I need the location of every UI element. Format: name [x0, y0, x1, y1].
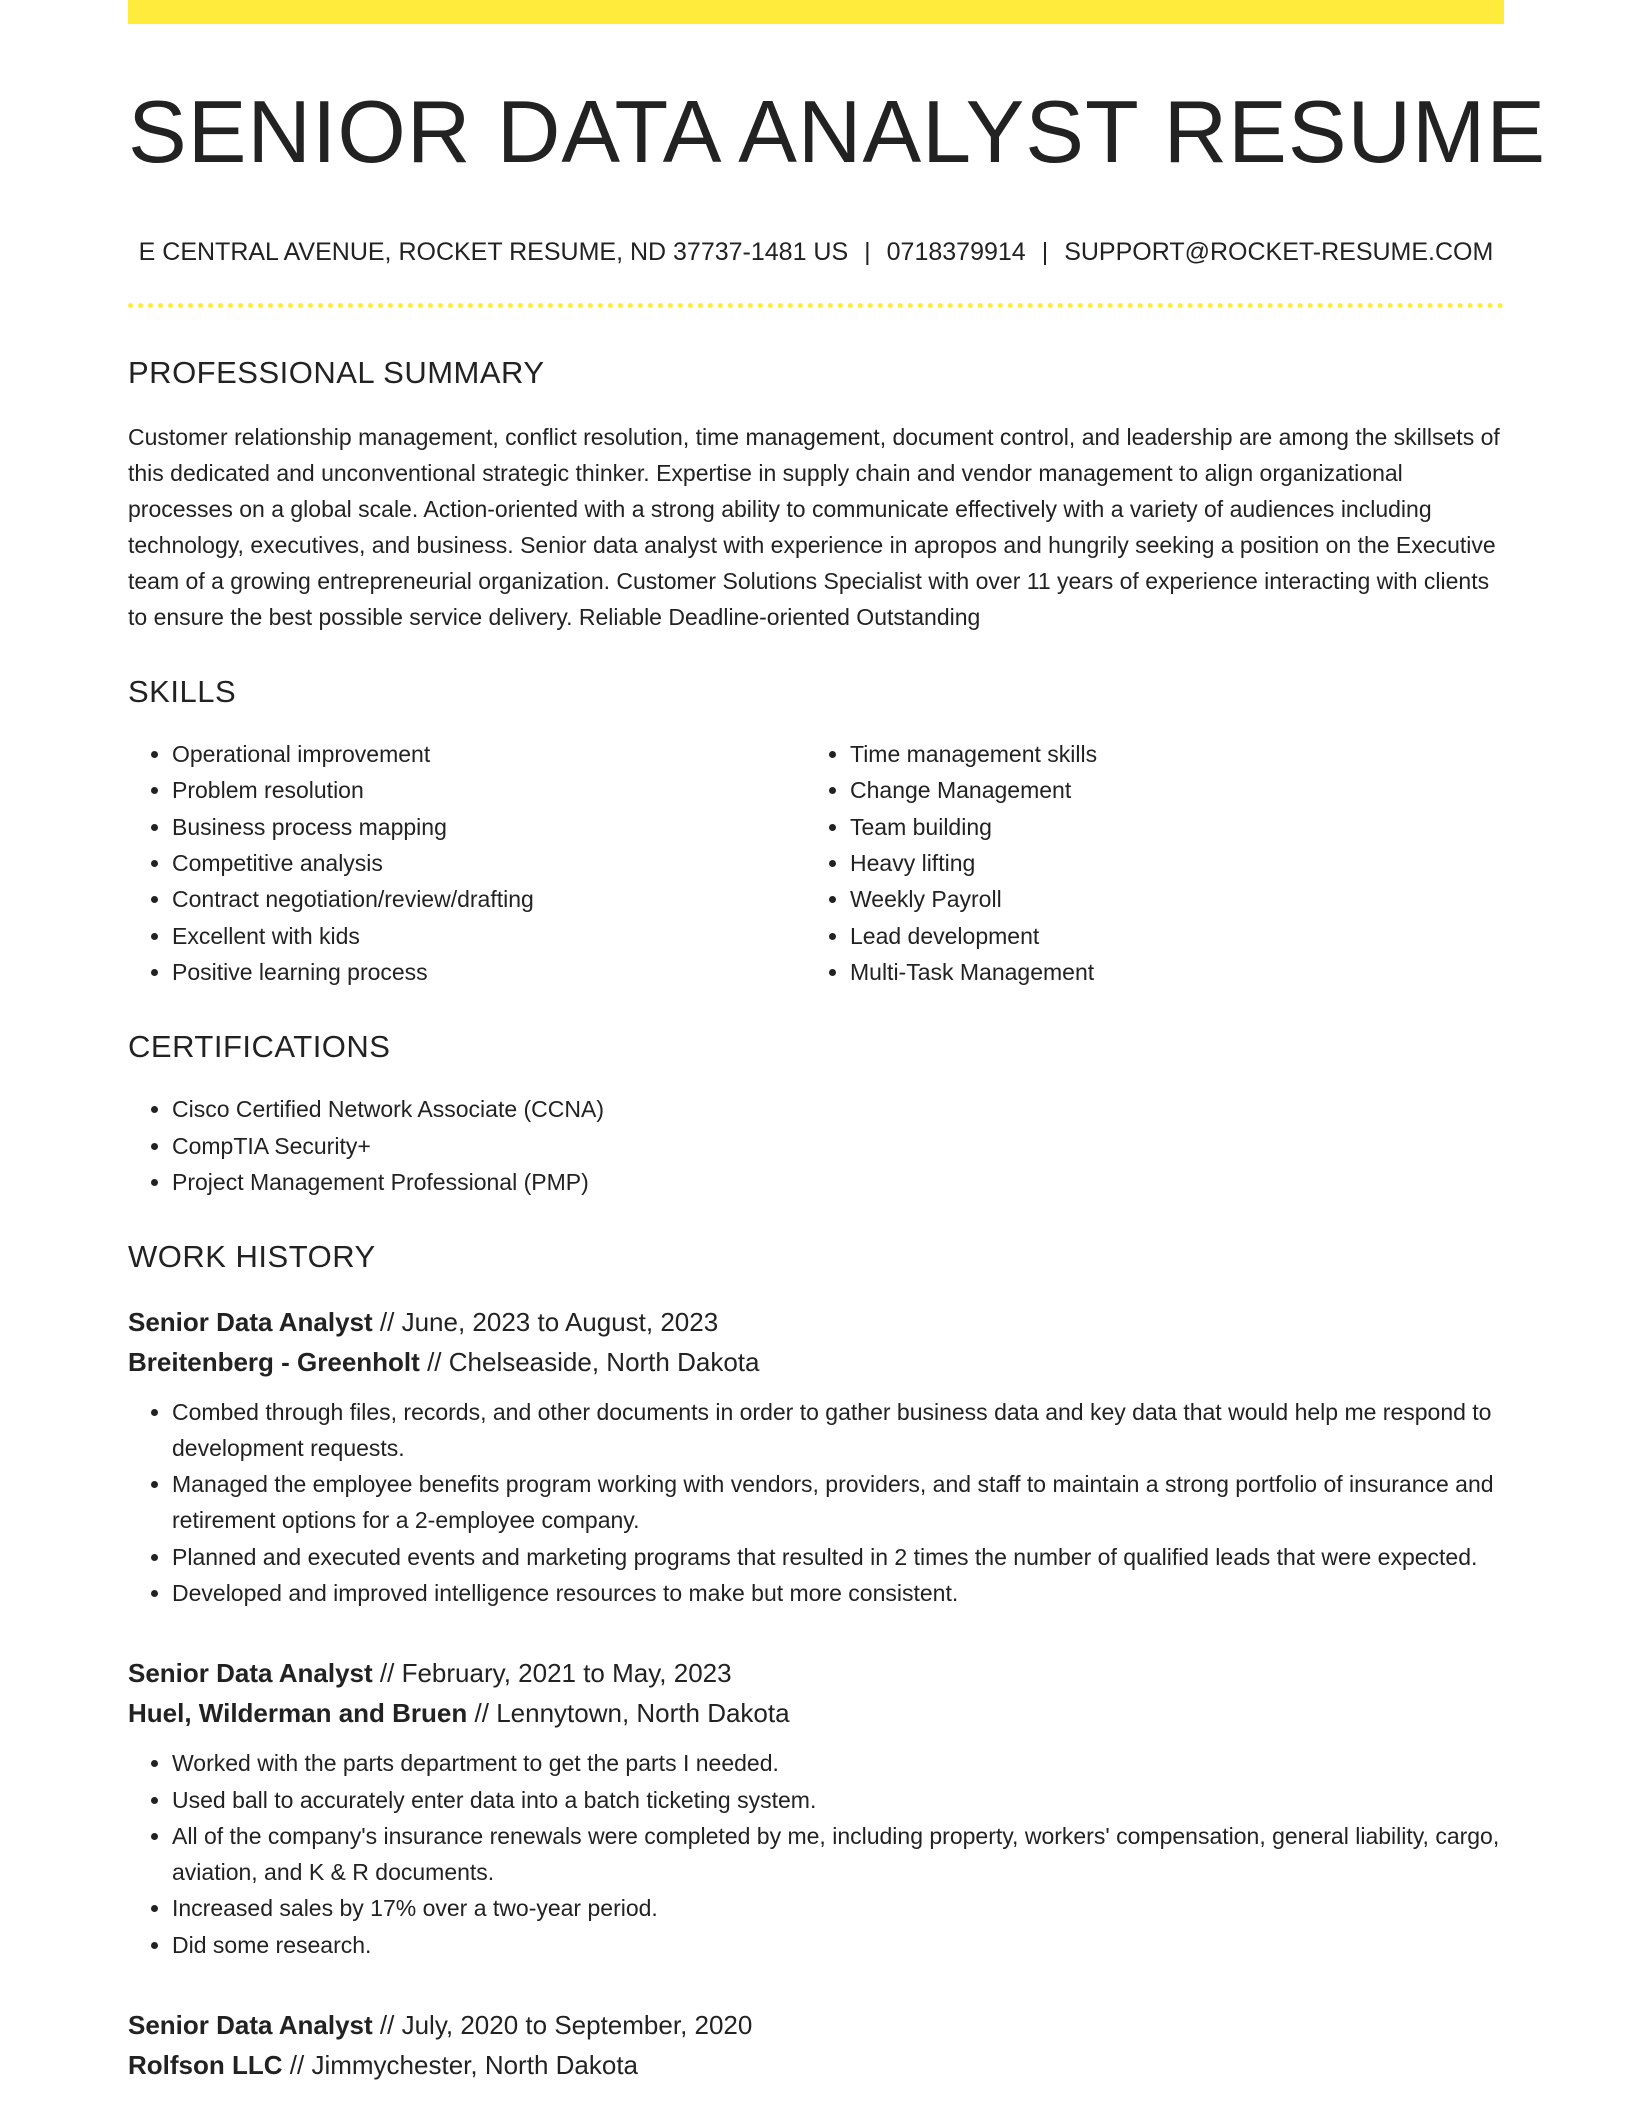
- skill-item: • Multi-Task Management: [850, 954, 1484, 990]
- job-bullet: • Did some research.: [172, 1927, 1504, 1963]
- contact-separator: |: [1041, 237, 1049, 266]
- job-company: Huel, Wilderman and Bruen: [128, 1698, 468, 1729]
- job-location: Lennytown, North Dakota: [496, 1698, 790, 1729]
- skill-item: • Positive learning process: [172, 954, 806, 990]
- skill-item: • Competitive analysis: [172, 845, 806, 881]
- job-location: Chelseaside, North Dakota: [448, 1346, 760, 1377]
- job-bullet: • Used ball to accurately enter data into a batch ticketing system.: [172, 1782, 1504, 1818]
- job-separator: //: [379, 2010, 395, 2041]
- job-separator: //: [289, 2050, 305, 2081]
- resume-title: SENIOR DATA ANALYST RESUME: [128, 82, 1547, 181]
- contact-email: SUPPORT@ROCKET-RESUME.COM: [1064, 237, 1494, 266]
- contact-separator: |: [864, 237, 871, 266]
- job-title-line: [128, 1302, 1504, 1342]
- accent-bar: [128, 0, 1504, 24]
- skill-item: • Contract negotiation/review/drafting: [172, 881, 806, 917]
- skill-item: • Weekly Payroll: [850, 881, 1484, 917]
- job-company: Breitenberg - Greenholt: [128, 1346, 420, 1377]
- job-bullets: [128, 1394, 1504, 1612]
- skill-item: • Lead development: [850, 918, 1484, 954]
- skill-item: • Operational improvement: [172, 736, 806, 772]
- job-bullet: • Worked with the parts department to get the parts I needed.: [172, 1745, 1504, 1781]
- job-bullets: [128, 1745, 1504, 1963]
- contact-address: E CENTRAL AVENUE, ROCKET RESUME, ND 37737-1481 US: [138, 237, 849, 266]
- certification-item: • Project Management Professional (PMP): [172, 1164, 1504, 1200]
- job-separator: //: [474, 1698, 489, 1729]
- job-company-line: [128, 1342, 1504, 1382]
- job-bullet: • Developed and improved intelligence resources to make but more consistent.: [172, 1575, 1504, 1611]
- dotted-divider: [128, 303, 1504, 308]
- job-dates: July, 2020 to September, 2020: [401, 2010, 753, 2041]
- job-company-line: [128, 1693, 1504, 1733]
- certification-item: • CompTIA Security+: [172, 1128, 1504, 1164]
- summary-text: Customer relationship management, conflict resolution, time management, document control, and leadership are among the skillsets of this dedicated and unconventional strategic thinker. Expertise in supply chain and vendor management to align organizational processes on a global scale. Action-oriented with a strong ability to communicate effectively with a variety of audiences including technology, executives, and business. Senior data analyst with experience in apropos and hungrily seeking a position on the Executive team of a growing entrepreneurial organization. Customer Solutions Specialist with over 11 years of experience interacting with clients to ensure the best possible service delivery. Reliable Deadline-oriented Outstanding: [128, 423, 1500, 630]
- skill-item: • Time management skills: [850, 736, 1484, 772]
- job-dates: June, 2023 to August, 2023: [401, 1306, 719, 1337]
- certifications-list: [128, 1091, 1504, 1200]
- job-title-line: [128, 1653, 1504, 1693]
- skill-item: • Team building: [850, 809, 1484, 845]
- skill-item: • Heavy lifting: [850, 845, 1484, 881]
- skills-grid: [128, 710, 1504, 990]
- skills-list-left: [128, 736, 806, 990]
- job-bullet: • All of the company's insurance renewals were completed by me, including property, workers' compensation, general liability, cargo, aviation, and K & R documents.: [172, 1818, 1504, 1891]
- job-title: Senior Data Analyst: [128, 2010, 373, 2041]
- job-bullet: • Combed through files, records, and other documents in order to gather business data and key data that would help me respond to development requests.: [172, 1394, 1504, 1467]
- job-title: Senior Data Analyst: [128, 1658, 373, 1689]
- job-entry: [128, 2005, 1504, 2085]
- job-bullet: • Managed the employee benefits program working with vendors, providers, and staff to maintain a strong portfolio of insurance and retirement options for a 2-employee company.: [172, 1466, 1504, 1539]
- work-history-heading: WORK HISTORY: [128, 1239, 376, 1275]
- skills-heading: SKILLS: [128, 673, 237, 709]
- certification-item: • Cisco Certified Network Associate (CCNA): [172, 1091, 1504, 1127]
- skill-item: • Problem resolution: [172, 772, 806, 808]
- job-separator: //: [379, 1306, 395, 1337]
- skill-item: • Business process mapping: [172, 809, 806, 845]
- job-entry: [128, 1653, 1504, 1963]
- job-bullet: • Planned and executed events and marketing programs that resulted in 2 times the number of qualified leads that were expected.: [172, 1539, 1504, 1575]
- job-company-line: [128, 2045, 1504, 2085]
- summary-heading: PROFESSIONAL SUMMARY: [128, 354, 545, 390]
- skill-item: • Excellent with kids: [172, 918, 806, 954]
- job-bullet: • Increased sales by 17% over a two-year period.: [172, 1890, 1504, 1926]
- resume-page: [128, 0, 1547, 2085]
- contact-phone: 0718379914: [886, 237, 1026, 266]
- job-separator: //: [379, 1658, 395, 1689]
- contact-line: [128, 237, 1504, 267]
- job-company: Rolfson LLC: [128, 2050, 283, 2081]
- job-title: Senior Data Analyst: [128, 1306, 373, 1337]
- job-entry: [128, 1302, 1504, 1612]
- job-location: Jimmychester, North Dakota: [311, 2050, 639, 2081]
- job-separator: //: [427, 1346, 442, 1377]
- certifications-heading: CERTIFICATIONS: [128, 1029, 391, 1065]
- skill-item: • Change Management: [850, 772, 1484, 808]
- job-dates: February, 2021 to May, 2023: [401, 1658, 732, 1689]
- job-title-line: [128, 2005, 1504, 2045]
- skills-list-right: [806, 736, 1484, 990]
